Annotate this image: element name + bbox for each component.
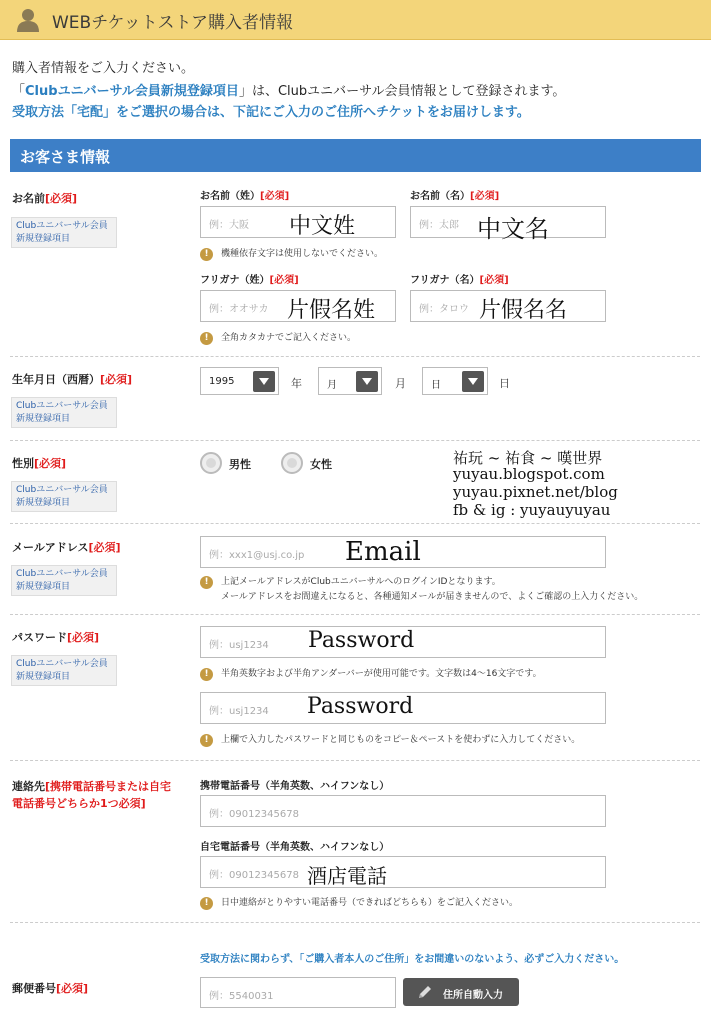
watermark-line-3: yuyau.pixnet.net/blog: [453, 483, 618, 501]
section-title: お客さま情報: [20, 148, 111, 166]
kana-first-value: 片假名名: [479, 298, 568, 323]
divider: [10, 922, 700, 923]
watermark-line-2: yuyau.blogspot.com: [453, 465, 605, 483]
exclamation-icon: !: [200, 897, 213, 910]
email-value: Email: [345, 537, 421, 567]
kana-last-input[interactable]: 例：オオサカ 片假名姓: [200, 290, 396, 322]
divider: [10, 440, 700, 441]
kana-first-label: フリガナ（名）[必須]: [410, 275, 509, 286]
mobile-phone-input[interactable]: 例：09012345678: [200, 795, 606, 827]
kana-last-value: 片假名姓: [287, 298, 376, 323]
password-label: パスワード[必須]: [12, 631, 100, 644]
birth-month-select[interactable]: 月: [318, 367, 382, 395]
page-title: WEBチケットストア購入者情報: [52, 13, 294, 33]
kana-first-input[interactable]: 例：タロウ 片假名名: [410, 290, 606, 322]
birth-year-select[interactable]: 1995: [200, 367, 279, 395]
divider: [10, 614, 700, 615]
address-autofill-button[interactable]: [403, 978, 519, 1006]
chevron-down-icon: [462, 371, 484, 392]
last-name-value: 中文姓: [289, 214, 356, 239]
password-confirm-note: ! 上欄で入力したパスワードと同じものをコピー＆ペーストを使わずに入力してください。: [200, 733, 580, 748]
section-header-customer-info: [10, 139, 701, 172]
phone-note: ! 日中連絡がとりやすい電話番号（できればどちらも）をご記入ください。: [200, 896, 518, 911]
club-member-badge: Clubユニバーサル会員 新規登録項目: [11, 565, 117, 596]
password-confirm-value: Password: [307, 694, 414, 719]
divider: [10, 760, 700, 761]
home-phone-input[interactable]: 例：09012345678 酒店電話: [200, 856, 606, 888]
home-phone-label: 自宅電話番号（半角英数、ハイフンなし）: [200, 842, 390, 853]
exclamation-icon: !: [200, 734, 213, 747]
postal-code-input[interactable]: 例：5540031: [200, 977, 396, 1008]
password-confirm-input[interactable]: 例：usj1234 Password: [200, 692, 606, 724]
gender-female-label: 女性: [310, 458, 332, 471]
password-value: Password: [308, 628, 415, 653]
home-phone-value: 酒店電話: [307, 864, 387, 888]
last-name-label: お名前（姓）[必須]: [200, 191, 290, 202]
club-member-badge: Clubユニバーサル会員 新規登録項目: [11, 655, 117, 686]
gender-female-radio[interactable]: [281, 452, 303, 474]
intro-line-2: 「Clubユニバーサル会員新規登録項目」は、Clubユニバーサル会員情報として登録されます。: [12, 84, 566, 99]
contact-label: 連絡先[携帯電話番号または自宅電話番号どちらか1つ必須]: [12, 780, 172, 810]
exclamation-icon: !: [200, 332, 213, 345]
birth-day-select[interactable]: 日: [422, 367, 488, 395]
address-autofill-label: 住所自動入力: [443, 990, 503, 1001]
club-member-badge: Clubユニバーサル会員 新規登録項目: [11, 217, 117, 248]
password-note: ! 半角英数字および半角アンダーバーが使用可能です。文字数は4〜16文字です。: [200, 667, 542, 682]
chevron-down-icon: [253, 371, 275, 392]
gender-male-radio[interactable]: [200, 452, 222, 474]
password-input[interactable]: 例：usj1234 Password: [200, 626, 606, 658]
name-note: ! 機種依存文字は使用しないでください。: [200, 247, 383, 262]
first-name-input[interactable]: 例：太郎 中文名: [410, 206, 606, 238]
club-member-badge: Clubユニバーサル会員 新規登録項目: [11, 481, 117, 512]
last-name-input[interactable]: 例：大阪 中文姓: [200, 206, 396, 238]
club-member-badge: Clubユニバーサル会員 新規登録項目: [11, 397, 117, 428]
email-input[interactable]: 例：xxx1@usj.co.jp Email: [200, 536, 606, 568]
mobile-phone-label: 携帯電話番号（半角英数、ハイフンなし）: [200, 781, 390, 792]
user-icon: [14, 6, 42, 34]
birthday-label: 生年月日（西暦）[必須]: [12, 373, 133, 386]
exclamation-icon: !: [200, 576, 213, 589]
exclamation-icon: !: [200, 668, 213, 681]
pencil-icon: [417, 984, 433, 1000]
first-name-label: お名前（名）[必須]: [410, 191, 500, 202]
address-notice: 受取方法に関わらず、「ご購入者本人のご住所」をお間違いのないよう、必ずご入力ください。: [200, 954, 625, 965]
watermark-line-4: fb & ig : yuyauyuyau: [453, 501, 611, 519]
email-label: メールアドレス[必須]: [12, 541, 121, 554]
chevron-down-icon: [356, 371, 378, 392]
gender-label: 性別[必須]: [12, 457, 67, 470]
gender-male-label: 男性: [229, 458, 251, 471]
email-note: ! 上記メールアドレスがClubユニバーサルへのログインIDとなります。 メールアドレスをお間違えになると、各種通知メールが届きませんので、よくご確認の上入力ください。: [200, 575, 643, 604]
club-registration-highlight: Clubユニバーサル会員新規登録項目: [25, 84, 239, 99]
name-label: お名前[必須]: [12, 192, 78, 205]
intro-line-3: 受取方法「宅配」をご選択の場合は、下記にご入力のご住所へチケットをお届けします。: [12, 105, 530, 120]
watermark-line-1: 祐玩 ~ 祐食 ~ 嘆世界: [453, 449, 603, 467]
postal-code-label: 郵便番号[必須]: [12, 982, 89, 995]
divider: [10, 523, 700, 524]
kana-note: ! 全角カタカナでご記入ください。: [200, 331, 356, 346]
divider: [10, 356, 700, 357]
page-header: [0, 0, 711, 40]
first-name-value: 中文名: [477, 215, 549, 243]
intro-line-1: 購入者情報をご入力ください。: [12, 61, 195, 76]
kana-last-label: フリガナ（姓）[必須]: [200, 275, 299, 286]
exclamation-icon: !: [200, 248, 213, 261]
